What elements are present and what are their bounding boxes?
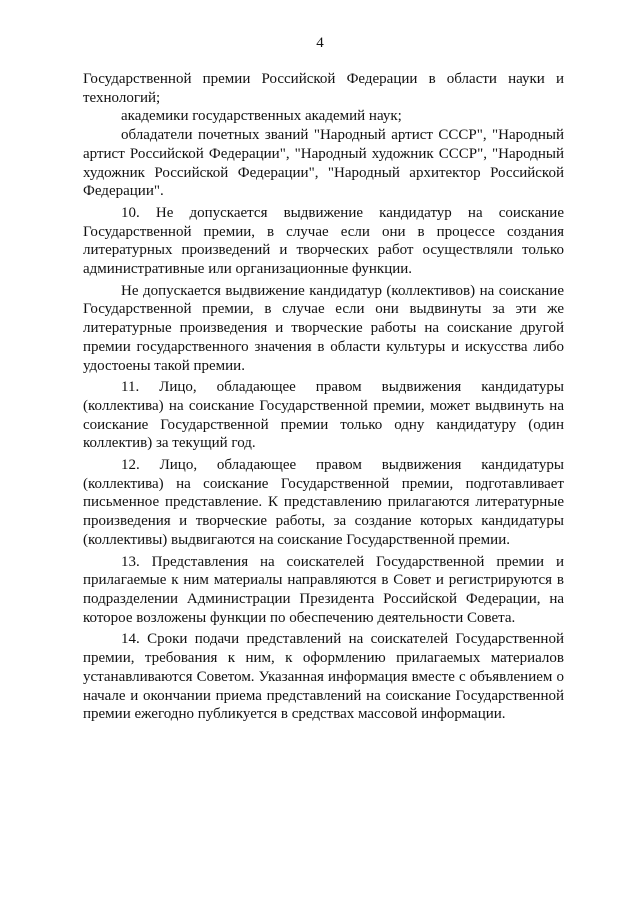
- paragraph-item-13: 13. Представления на соискателей Государственной премии и прилагаемые к ним материалы направляются в Совет и регистрируются в подразделении Администрации Президента Российской Федерации, на которое возложены функции по обеспечению деятельности Совета.: [83, 553, 564, 626]
- paragraph-academicians: академики государственных академий наук;: [121, 108, 402, 125]
- paragraph-item-12: 12. Лицо, обладающее правом выдвижения кандидатуры (коллектива) на соискание Государственной премии, подготавливает письменное представление. К представлению прилагаются литературные произведения и творческие работы, за создание которых кандидатуры (коллективы) выдвигаются на соискание Государственной премии.: [83, 457, 564, 548]
- paragraph-item-10-cont: Не допускается выдвижение кандидатур (коллективов) на соискание Государственной премии, в случае если они выдвинуты за эти же литературные произведения и творческие работы на соискание другой премии государственного значения в области культуры и искусства либо удостоены такой премии.: [83, 282, 564, 374]
- paragraph-item-10: 10. Не допускается выдвижение кандидатур на соискание Государственной премии, в случае если они в процессе создания литературных произведений и творческих работ осуществляли только административные или организационные функции.: [83, 204, 564, 278]
- page-number: 4: [316, 35, 324, 51]
- paragraph-honorary-titles: обладатели почетных званий "Народный артист СССР", "Народный артист Российской Федерации", "Народный художник СССР", "Народный художник Российской Федерации", "Народный архитектор Российской Федерации".: [83, 127, 564, 200]
- document-body: [83, 70, 564, 724]
- paragraph-continuation: Государственной премии Российской Федерации в области науки и технологий;: [83, 71, 564, 106]
- paragraph-item-11: 11. Лицо, обладающее правом выдвижения кандидатуры (коллектива) на соискание Государственной премии, может выдвинуть на соискание Государственной премии только одну кандидатуру (один коллектив) за текущий год.: [83, 379, 564, 452]
- paragraph-item-14: 14. Сроки подачи представлений на соискателей Государственной премии, требования к ним, к оформлению прилагаемых материалов устанавливаются Советом. Указанная информация вместе с объявлением о начале и окончании приема представлений на соискание Государственной премии ежегодно публикуется в средствах массовой информации.: [83, 631, 564, 723]
